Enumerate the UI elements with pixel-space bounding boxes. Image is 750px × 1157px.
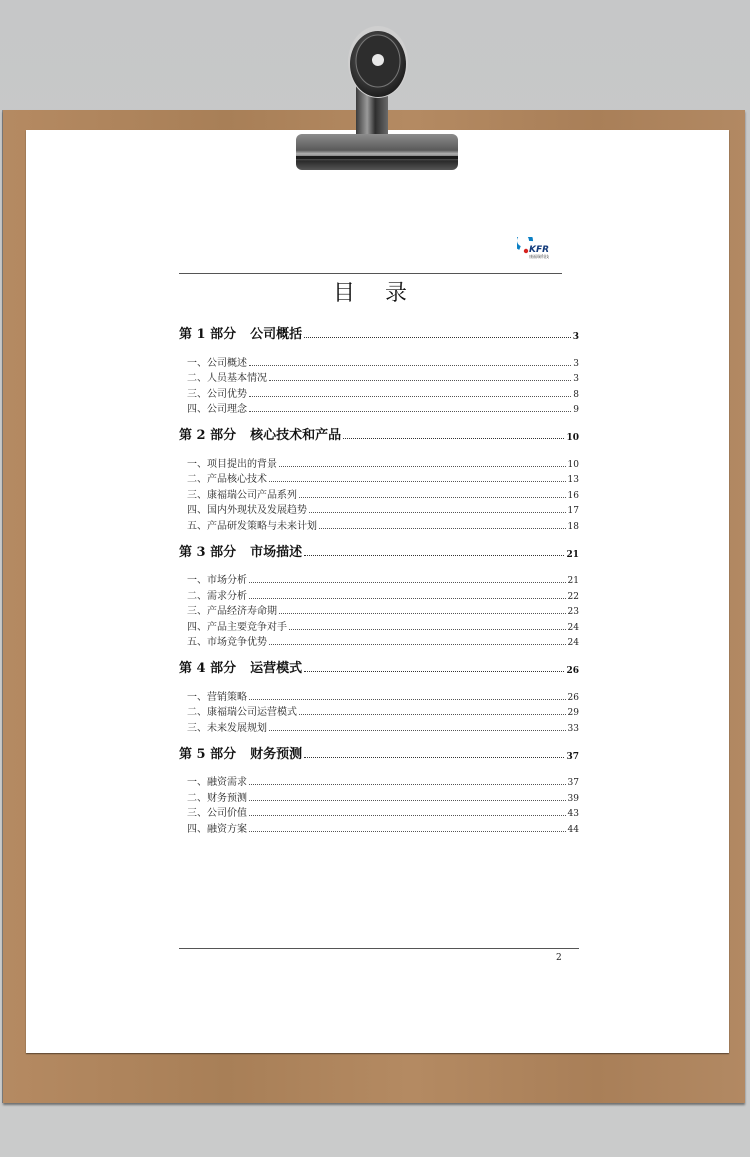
dot-leader — [269, 380, 571, 381]
entry-page: 10 — [567, 459, 579, 470]
toc-entry[interactable] — [179, 788, 579, 804]
dot-leader — [289, 629, 566, 630]
part-title: 运营模式 — [250, 661, 303, 676]
entry-page: 39 — [567, 793, 579, 804]
toc-entry[interactable] — [179, 819, 579, 835]
entry-page: 22 — [567, 591, 579, 602]
entry-label: 四、融资方案 — [187, 823, 247, 835]
dot-leader — [249, 411, 571, 412]
entry-label: 二、需求分析 — [187, 590, 247, 602]
entry-label: 一、市场分析 — [187, 575, 247, 586]
dot-leader — [304, 671, 564, 672]
entry-label: 三、公司价值 — [187, 808, 247, 819]
entry-label: 二、人员基本情况 — [187, 373, 267, 384]
dot-leader — [269, 481, 566, 482]
entry-page: 29 — [567, 708, 579, 718]
toc-part-heading[interactable] — [179, 744, 579, 762]
toc-entry[interactable] — [179, 617, 579, 633]
toc-entry[interactable] — [179, 602, 579, 618]
toc-section — [179, 542, 579, 649]
entry-label: 一、项目提出的背景 — [187, 458, 277, 470]
toc-section — [179, 324, 579, 415]
dot-leader — [249, 831, 566, 832]
entry-page: 26 — [567, 692, 579, 703]
entry-label: 二、财务预测 — [187, 792, 247, 804]
entry-label: 一、营销策略 — [187, 691, 247, 703]
entry-label: 三、康福瑞公司产品系列 — [187, 489, 297, 501]
dot-leader — [279, 613, 566, 614]
svg-text:KFR: KFR — [529, 245, 550, 255]
entry-label: 三、公司优势 — [187, 388, 247, 400]
part-page: 10 — [566, 433, 579, 443]
dot-leader — [249, 582, 566, 583]
part-page: 37 — [566, 751, 579, 762]
entry-label: 二、产品核心技术 — [187, 474, 267, 485]
part-number: 第 2 部分 — [179, 428, 237, 443]
toc-section — [179, 658, 579, 734]
part-title: 核心技术和产品 — [250, 428, 342, 443]
entry-page: 37 — [567, 778, 579, 788]
dot-leader — [304, 555, 564, 556]
entry-label: 五、产品研发策略与未来计划 — [187, 520, 317, 532]
dot-leader — [249, 365, 571, 366]
toc-entry[interactable] — [179, 586, 579, 602]
toc-entry[interactable] — [179, 369, 579, 385]
table-of-contents — [179, 324, 579, 845]
page-number: 2 — [556, 953, 562, 963]
toc-entry[interactable] — [179, 703, 579, 719]
toc-entry[interactable] — [179, 516, 579, 532]
toc-part-heading[interactable] — [179, 324, 579, 342]
entry-page: 18 — [567, 521, 579, 532]
part-page: 3 — [572, 332, 579, 342]
toc-entry[interactable] — [179, 400, 579, 416]
entry-page: 44 — [567, 824, 579, 835]
part-number: 第 4 部分 — [179, 661, 237, 676]
toc-entry[interactable] — [179, 470, 579, 486]
dot-leader — [269, 730, 566, 731]
entry-page: 23 — [567, 607, 579, 617]
dot-leader — [249, 815, 566, 816]
dot-leader — [249, 784, 566, 785]
toc-entry[interactable] — [179, 633, 579, 649]
entry-page: 9 — [573, 405, 579, 415]
entry-label: 三、产品经济寿命期 — [187, 606, 277, 617]
entry-page: 13 — [567, 475, 579, 485]
part-number: 第 1 部分 — [179, 327, 237, 342]
part-number: 第 5 部分 — [179, 746, 237, 762]
toc-entry[interactable] — [179, 773, 579, 789]
entry-page: 17 — [567, 506, 579, 516]
entry-label: 二、康福瑞公司运营模式 — [187, 707, 297, 718]
toc-entry[interactable] — [179, 718, 579, 734]
part-page: 21 — [566, 549, 579, 560]
header-rule — [179, 273, 562, 274]
entry-page: 3 — [573, 374, 579, 384]
dot-leader — [304, 757, 564, 758]
dot-leader — [299, 497, 566, 498]
entry-page: 24 — [567, 638, 579, 648]
entry-page: 33 — [567, 723, 579, 734]
dot-leader — [249, 800, 566, 801]
entry-page: 21 — [567, 576, 579, 586]
toc-entry[interactable] — [179, 571, 579, 587]
binder-clip-icon — [282, 22, 468, 172]
dot-leader — [299, 714, 566, 715]
entry-page: 16 — [567, 490, 579, 501]
toc-part-heading[interactable] — [179, 542, 579, 560]
part-title: 市场描述 — [250, 544, 303, 560]
dot-leader — [279, 466, 566, 467]
entry-page: 43 — [567, 809, 579, 819]
entry-label: 四、产品主要竞争对手 — [187, 621, 287, 633]
company-logo — [517, 237, 559, 259]
part-number: 第 3 部分 — [179, 544, 237, 560]
part-title: 公司概括 — [250, 327, 303, 342]
dot-leader — [249, 699, 566, 700]
footer-rule — [179, 948, 579, 949]
dot-leader — [309, 512, 566, 513]
entry-page: 3 — [573, 358, 579, 369]
toc-part-heading[interactable] — [179, 425, 579, 443]
entry-label: 四、公司理念 — [187, 404, 247, 415]
dot-leader — [319, 528, 566, 529]
toc-entry[interactable] — [179, 501, 579, 517]
toc-title: 目录 — [332, 281, 437, 306]
toc-entry[interactable] — [179, 353, 579, 369]
toc-entry[interactable] — [179, 384, 579, 400]
dot-leader — [249, 598, 566, 599]
toc-section — [179, 425, 579, 532]
toc-entry[interactable] — [179, 804, 579, 820]
toc-entry[interactable] — [179, 687, 579, 703]
entry-page: 8 — [573, 389, 579, 400]
part-title: 财务预测 — [250, 746, 303, 762]
entry-page: 24 — [567, 622, 579, 633]
toc-entry[interactable] — [179, 454, 579, 470]
dot-leader — [304, 337, 571, 338]
dot-leader — [343, 438, 564, 439]
dot-leader — [269, 644, 566, 645]
svg-text:康福瑞科技: 康福瑞科技 — [529, 254, 549, 259]
toc-entry[interactable] — [179, 485, 579, 501]
entry-label: 四、国内外现状及发展趋势 — [187, 505, 307, 516]
toc-part-heading[interactable] — [179, 658, 579, 676]
dot-leader — [249, 396, 571, 397]
part-page: 26 — [566, 666, 579, 676]
entry-label: 一、公司概述 — [187, 357, 247, 369]
entry-label: 三、未来发展规划 — [187, 722, 267, 734]
toc-section — [179, 744, 579, 835]
entry-label: 一、融资需求 — [187, 777, 247, 788]
entry-label: 五、市场竞争优势 — [187, 637, 267, 648]
